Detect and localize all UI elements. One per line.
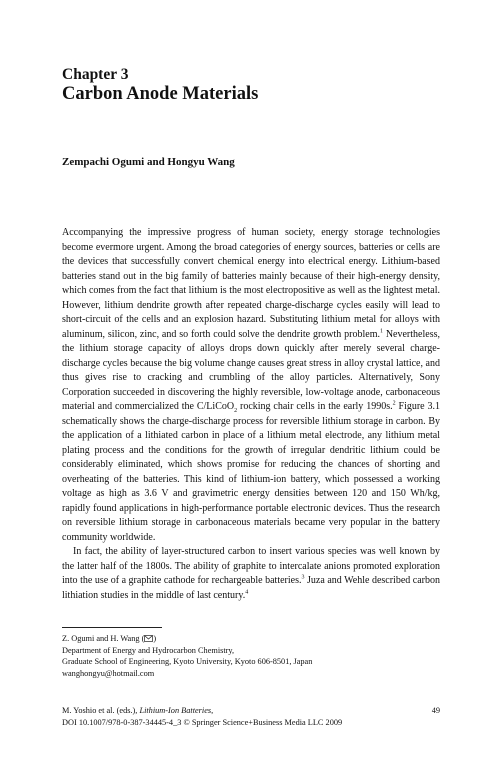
affiliation [62, 633, 312, 679]
page-footer [62, 705, 440, 728]
ref-2: 2 [392, 400, 396, 407]
footer-editors: M. Yoshio et al. (eds.), [62, 706, 140, 715]
body-text [62, 226, 440, 603]
p1-part-a: Accompanying the impressive progress of human society, energy storage technologies become evermore urgent. Among the broad categories of energy sources, batteries or cells are the devices that successfully convert chemical energy into electrical energy. Lithium-based batteries stand out in the big family of batteries mainly because of their high-energy density, which comes from the fact that lithium is the most electropositive as well as the lightest metal. However, lithium dendrite growth after repeated charge-discharge cycles easily will lead to short-circuit of the cells and an explosion hazard. Substituting lithium metal for alloys with aluminum, silicon, zinc, and so forth could solve the dendrite growth problem. [62, 227, 440, 340]
affiliation-names-close: ) [153, 634, 157, 643]
paragraph-2 [62, 545, 440, 603]
p1-part-b: Nevertheless, the lithium storage capacity of alloys drops down quickly after merely several charge-discharge cycles because the big volume change causes great stress in alloy crystal lattice, and thus gives rise to cracking and crumbling of the alloy particles. Alternatively, Sony Corporation succeeded in discovering the highly reversible, low-voltage anode, carbonaceous material and commercialized the C/LiCoO [62, 328, 440, 412]
footer-editors-end: , [211, 706, 214, 715]
footnote-rule [62, 627, 162, 628]
ref-3: 3 [301, 574, 305, 581]
p1-part-d: Figure 3.1 schematically shows the charge-discharge process for reversible lithium storage in carbon. By the application of a lithiated carbon in place of a lithium metal electrode, any lithium metal plating process and the conditions for the growth of irregular dendritic lithium could be considerably eliminated, which shows promise for reducing the chances of shorting and overheating of the batteries. This kind of lithium-ion battery, which possessed a working voltage as high as 3.6 V and gravimetric energy densities between 120 and 150 Wh/kg, rapidly found applications in high-performance portable electronic devices. Thus the research on reversible lithium storage in carbonaceous materials became very popular in the battery community worldwide. [62, 401, 441, 543]
footer-doi: DOI 10.1007/978-0-387-34445-4_3 © Springer Science+Business Media LLC 2009 [62, 717, 343, 727]
affiliation-email: wanghongyu@hotmail.com [62, 668, 155, 678]
chapter-title: Carbon Anode Materials [62, 84, 259, 104]
subscript-2: 2 [234, 408, 238, 414]
affiliation-names: Z. Ogumi and H. Wang ( [62, 634, 145, 643]
chapter-label: Chapter 3 [62, 66, 129, 83]
ref-1: 1 [379, 328, 383, 335]
affiliation-school: Graduate School of Engineering, Kyoto University, Kyoto 606-8501, Japan [62, 657, 313, 666]
page-number: 49 [431, 706, 440, 715]
paragraph-1 [62, 226, 440, 545]
p1-part-c: rocking chair cells in the early 1990s. [237, 401, 393, 412]
footer-book-title: Lithium-Ion Batteries [139, 706, 212, 715]
affiliation-names-line [62, 633, 312, 645]
footer-citation-line [62, 705, 440, 717]
ref-4: 4 [245, 589, 249, 596]
p2-part-b: Juza and Wehle described carbon lithiation studies in the middle of last century. [62, 575, 441, 601]
affiliation-dept: Department of Energy and Hydrocarbon Chemistry, [62, 645, 235, 655]
authors: Zempachi Ogumi and Hongyu Wang [62, 156, 235, 168]
p2-part-a: In fact, the ability of layer-structured carbon to insert various species was well known by the latter half of the 1800s. The ability of graphite to intercalate anions promoted exploration into the use of a graphite cathode for rechargeable batteries. [62, 546, 440, 586]
